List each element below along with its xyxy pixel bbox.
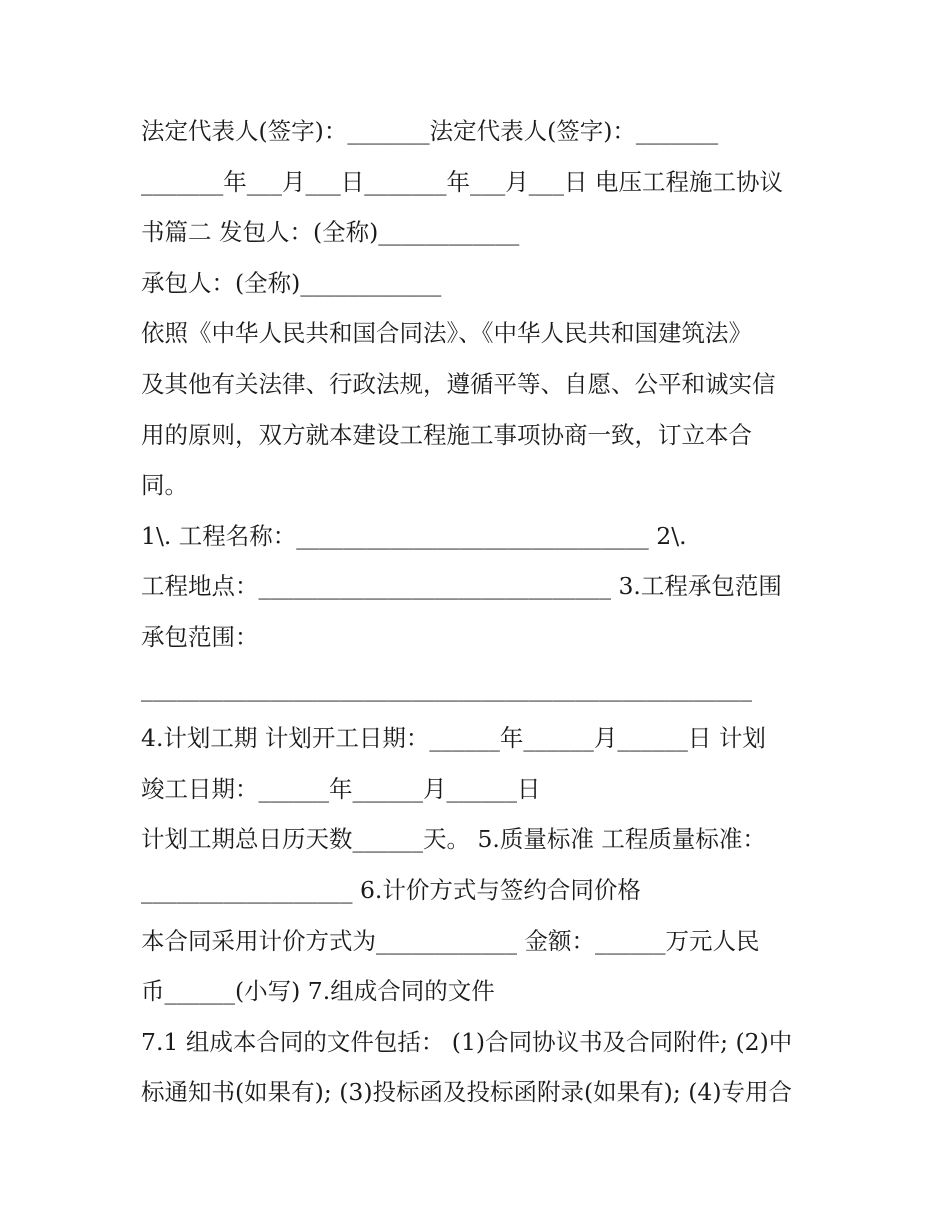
text-line: 书篇二 发包人：(全称)____________ [141,218,520,247]
contract-text [141,106,831,1118]
text-line: 法定代表人(签字)：_______法定代表人(签字)：_______ [141,117,719,145]
text-line: 本合同采用计价方式为____________ 金额：______万元人民 [141,926,760,955]
text-line: __________________ 6.计价方式与签约合同价格 [141,875,641,904]
text-line: 4.计划工期 计划开工日期：______年______月______日 计划 [141,724,766,753]
text-line: 依照《中华人民共和国合同法》、《中华人民共和国建筑法》 [141,319,752,348]
text-line: ____________________________________________________ [141,673,752,702]
text-line: 工程地点：______________________________ 3.工程承包范围 [141,572,782,601]
text-line: 用的原则，双方就本建设工程施工事项协商一致，订立本合 [141,420,752,449]
text-line: 7.1 组成本合同的文件包括： (1)合同协议书及合同附件; (2)中 [141,1027,793,1056]
text-line: 标通知书(如果有); (3)投标函及投标函附录(如果有); (4)专用合 [141,1078,793,1107]
text-line: 同。 [141,471,188,500]
text-line: 及其他有关法律、行政法规，遵循平等、自愿、公平和诚实信 [141,369,776,398]
text-line: 承包范围： [141,622,259,651]
text-line: 竣工日期：______年______月______日 [141,774,541,803]
text-line: 承包人：(全称)____________ [141,268,442,297]
text-line: 币______(小写) 7.组成合同的文件 [141,977,495,1006]
text-line: _______年___月___日_______年___月___日 电压工程施工协议 [141,167,783,196]
text-line: 1\. 工程名称：______________________________ 2\. [141,521,687,550]
text-line: 计划工期总日历天数______天。 5.质量标准 工程质量标准： [141,825,766,854]
